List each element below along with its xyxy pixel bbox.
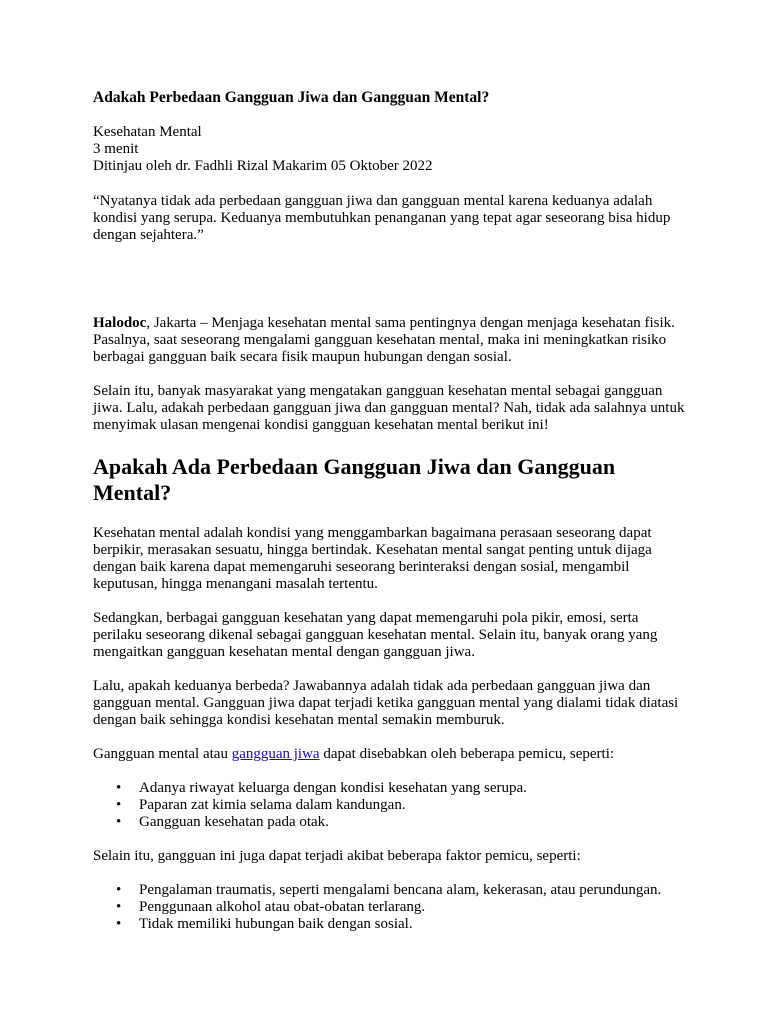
bullet-icon: • xyxy=(116,882,122,898)
list-item-text: Paparan zat kimia selama dalam kandungan. xyxy=(139,797,406,813)
paragraph-4: Sedangkan, berbagai gangguan kesehatan yang dapat memengaruhi pola pikir, emosi, serta perilaku seseorang dikenal sebagai gangguan kesehatan mental. Selain itu, banyak orang yang mengaitkan gangguan kesehatan mental dengan gangguan jiwa. xyxy=(93,610,658,660)
brand-name: Halodoc xyxy=(93,315,147,331)
list-item xyxy=(116,899,688,916)
bullet-icon: • xyxy=(116,797,122,813)
paragraph-6-before: Gangguan mental atau xyxy=(93,746,232,762)
bullet-icon: • xyxy=(116,780,122,796)
list-item-text: Gangguan kesehatan pada otak. xyxy=(139,814,329,830)
article-quote: “Nyatanya tidak ada perbedaan gangguan jiwa dan gangguan mental karena keduanya adalah kondisi yang serupa. Keduanya membutuhkan penanganan yang tepat agar seseorang bisa hidup dengan sejahtera.” xyxy=(93,193,671,243)
list-item xyxy=(116,916,688,933)
list-item-text: Adanya riwayat keluarga dengan kondisi kesehatan yang serupa. xyxy=(139,780,527,796)
gangguan-jiwa-link[interactable]: gangguan jiwa xyxy=(231,746,320,762)
article-reviewer: Ditinjau oleh dr. Fadhli Rizal Makarim 05 Oktober 2022 xyxy=(93,158,433,174)
bullet-icon: • xyxy=(116,814,122,830)
document-title: Adakah Perbedaan Gangguan Jiwa dan Gangguan Mental? xyxy=(93,89,490,106)
paragraph-5: Lalu, apakah keduanya berbeda? Jawabannya adalah tidak ada perbedaan gangguan jiwa dan gangguan mental. Gangguan jiwa dapat terjadi ketika gangguan mental yang dialami tidak diatasi dengan baik sehingga kondisi kesehatan mental semakin memburuk. xyxy=(93,678,679,728)
article-category: Kesehatan Mental xyxy=(93,124,202,140)
paragraph-7: Selain itu, gangguan ini juga dapat terjadi akibat beberapa faktor pemicu, seperti: xyxy=(93,848,581,864)
list-item-text: Penggunaan alkohol atau obat-obatan terlarang. xyxy=(139,899,426,915)
bullet-icon: • xyxy=(116,899,122,915)
list-item-text: Tidak memiliki hubungan baik dengan sosial. xyxy=(139,916,413,932)
paragraph-6-after: dapat disebabkan oleh beberapa pemicu, seperti: xyxy=(319,746,615,762)
bullet-icon: • xyxy=(116,916,122,932)
intro-text: , Jakarta – Menjaga kesehatan mental sama pentingnya dengan menjaga kesehatan fisik. Pasalnya, saat seseorang mengalami gangguan kesehatan mental, maka ini meningkatkan risiko berbagai gangguan baik secara fisik maupun hubungan dengan sosial. xyxy=(93,315,675,365)
paragraph-6 xyxy=(93,746,688,763)
article-read-time: 3 menit xyxy=(93,141,139,157)
list-item xyxy=(116,814,688,831)
paragraph-3: Kesehatan mental adalah kondisi yang menggambarkan bagaimana perasaan seseorang dapat berpikir, merasakan sesuatu, hingga bertindak. Kesehatan mental sangat penting untuk dijaga dengan baik karena dapat memengaruhi seseorang berinteraksi dengan sosial, mengambil keputusan, hingga menangani masalah tertentu. xyxy=(93,525,652,592)
paragraph-2: Selain itu, banyak masyarakat yang mengatakan gangguan kesehatan mental sebagai gangguan jiwa. Lalu, adakah perbedaan gangguan jiwa dan gangguan mental? Nah, tidak ada salahnya untuk menyimak ulasan mengenai kondisi gangguan kesehatan mental berikut ini! xyxy=(93,383,685,433)
article-meta xyxy=(93,124,688,175)
list-item-text: Pengalaman traumatis, seperti mengalami bencana alam, kekerasan, atau perundungan. xyxy=(139,882,662,898)
list-item xyxy=(116,780,688,797)
list-item xyxy=(116,797,688,814)
list-item xyxy=(116,882,688,899)
causes-list xyxy=(93,780,688,831)
intro-paragraph xyxy=(93,315,688,366)
section-heading: Apakah Ada Perbedaan Gangguan Jiwa dan Gangguan Mental? xyxy=(93,454,616,505)
triggers-list xyxy=(93,882,688,933)
